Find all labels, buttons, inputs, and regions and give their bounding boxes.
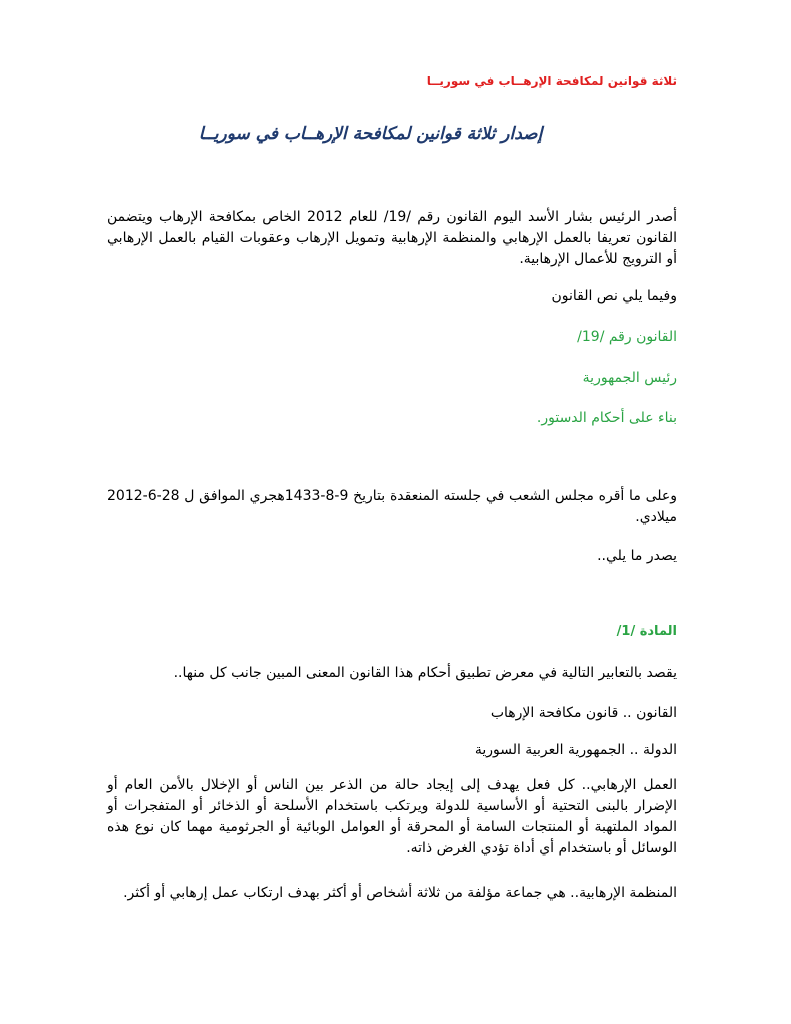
definition-state: الدولة .. الجمهورية العربية السورية: [474, 742, 677, 758]
document-title: إصدار ثلاثة قوانين لمكافحة الإرهــاب في سوريــا: [198, 124, 543, 144]
definition-law: القانون .. قانون مكافحة الإرهاب: [490, 705, 677, 721]
text-follows-line: وفيما يلي نص القانون: [551, 288, 677, 304]
issues-line: يصدر ما يلي..: [597, 548, 677, 564]
constitution-line: بناء على أحكام الدستور.: [536, 410, 677, 426]
parliament-paragraph: وعلى ما أقره مجلس الشعب في جلسته المنعقدة بتاريخ 9-8-1433هجري الموافق ل 28-6-2012 ميلادي.: [107, 488, 677, 525]
definition-terror-organization: المنظمة الإرهابية.. هي جماعة مؤلفة من ثلاثة أشخاص أو أكثر بهدف ارتكاب عمل إرهابي أو أكثر.: [123, 885, 677, 901]
intro-paragraph: أصدر الرئيس بشار الأسد اليوم القانون رقم /19/ للعام 2012 الخاص بمكافحة الإرهاب ويتضمن القانون تعريفا بالعمل الإرهابي والمنظمة الإرهابية وتمويل الإرهاب وعقوبات القيام بالعمل الإرهابي أو الترويج للأعمال الإرهابية.: [107, 209, 677, 267]
document-header: ثلاثة قوانين لمكافحة الإرهــاب في سوريــا: [426, 74, 677, 88]
president-line: رئيس الجمهورية: [582, 370, 677, 386]
definition-terror-act: العمل الإرهابي.. كل فعل يهدف إلى إيجاد حالة من الذعر بين الناس أو الإخلال بالأمن العام أو الإضرار بالبنى التحتية أو الأساسية للدولة ويرتكب باستخدام الأسلحة أو الذخائر أو المتفجرات أو المواد الملتهبة أو المنتجات السامة أو المحرقة أو العوامل الوبائية أو الجرثومية مهما كان نوع هذه الوسائل أو باستخدام أي أداة تؤدي الغرض ذاته.: [107, 777, 677, 856]
article-heading: المادة /1/: [616, 624, 677, 639]
law-number-heading: القانون رقم /19/: [577, 329, 677, 345]
article-intro: يقصد بالتعابير التالية في معرض تطبيق أحكام هذا القانون المعنى المبين جانب كل منها..: [173, 665, 677, 681]
